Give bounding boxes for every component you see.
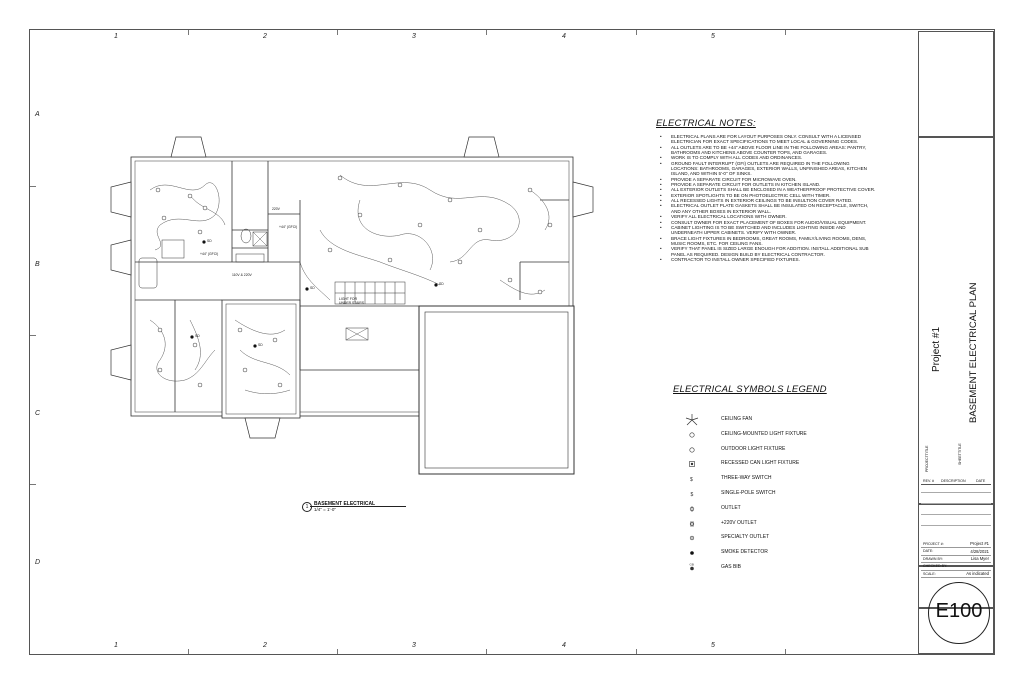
- grid-row-letter: A: [35, 111, 40, 118]
- bathtub: [139, 258, 157, 288]
- view-title: BASEMENT ELECTRICAL: [314, 501, 376, 507]
- smoke-detector-icon: [684, 546, 700, 558]
- plan-label-sd: SD: [207, 239, 212, 243]
- revision-row-line: [921, 492, 991, 493]
- logo-box: [918, 31, 994, 137]
- sheet-number-bubble: [928, 582, 990, 644]
- unexcavated-area: [419, 306, 574, 474]
- rev-number-header: REV. #: [923, 478, 935, 483]
- vanity: [162, 240, 184, 258]
- project-title: Project #1: [931, 326, 942, 372]
- electrical-note: • VERIFY ALL ELECTRICAL LOCATIONS WITH OWNER.: [660, 214, 878, 219]
- ceiling-fan-icon: [684, 413, 700, 425]
- electrical-notes-list: [660, 134, 878, 262]
- rev-date-header: DATE: [976, 478, 986, 483]
- project-info-key: PROJECT #:: [923, 541, 944, 546]
- outlet-icon: [684, 502, 700, 514]
- grid-column-number: 3: [412, 33, 416, 40]
- electrical-note: • CONTRACTOR TO INSTALL OWNER SPECIFIED FIXTURES.: [660, 257, 878, 262]
- legend-item-label: GAS BIB: [721, 564, 742, 570]
- legend-item: [684, 487, 884, 499]
- electrical-note: • ALL RECESSED LIGHTS IN EXTERIOR CEILINGS TO BE INSULTION COVER RATED.: [660, 198, 878, 203]
- grid-column-number: 4: [562, 33, 566, 40]
- project-title-label: PROJECTTITLE: [925, 445, 929, 472]
- legend-item-label: THREE-WAY SWITCH: [721, 475, 772, 482]
- symbols-legend-title: ELECTRICAL SYMBOLS LEGEND: [673, 384, 827, 395]
- revision-row-line: [921, 503, 991, 504]
- legend-item: [684, 443, 884, 455]
- legend-item: [684, 413, 884, 425]
- rev-description-header: DESCRIPTION: [941, 478, 966, 483]
- grid-column-number: 5: [711, 33, 715, 40]
- grid-row-letter: B: [35, 261, 40, 268]
- legend-item-label: RECESSED CAN LIGHT FIXTURE: [721, 460, 800, 467]
- outlet-220v-icon: [684, 517, 700, 529]
- plan-label-gfci: +44" (GFCI): [279, 225, 298, 229]
- grid-column-number: 1: [114, 642, 118, 649]
- svg-text:$: $: [690, 492, 694, 498]
- grid-column-number: 2: [263, 33, 267, 40]
- legend-item: [684, 428, 884, 440]
- title-box: [918, 137, 994, 504]
- recessed-light-icon: [684, 457, 700, 469]
- legend-item: [684, 546, 884, 558]
- electrical-note: • WORK IS TO COMPLY WITH ALL CODES AND ORDINANCES.: [660, 155, 878, 160]
- sheet-number: E100: [935, 600, 983, 622]
- svg-text:GB: GB: [689, 562, 694, 567]
- electrical-notes-title: ELECTRICAL NOTES:: [656, 118, 756, 129]
- plan-label-220v: 220V: [272, 207, 280, 211]
- electrical-note: • PROVIDE A SEPARATE CIRCUIT FOR OUTLETS IN KITCHEN ISLAND.: [660, 182, 878, 187]
- legend-item: [684, 517, 884, 529]
- gas-bib-icon: [684, 561, 700, 573]
- view-number-bubble: 1: [302, 502, 312, 512]
- legend-item-label: OUTLET: [721, 504, 741, 511]
- bedroom-bumpout: [222, 300, 300, 418]
- legend-item: [684, 531, 884, 543]
- legend-item-label: +220V OUTLET: [721, 519, 757, 526]
- plan-label-sd: SD: [310, 286, 315, 290]
- electrical-note: • ELECTRICAL PLANS ARE FOR LAYOUT PURPOSES ONLY. CONSULT WITH A LICENSED ELECTRICIAN FOR EXACT SPECIFICATIONS TO MEET LOCAL & GOVERNING CODES.: [660, 134, 878, 145]
- legend-item-label: CEILING FAN: [721, 416, 753, 422]
- electrical-note: • BRACE LIGHT FIXTURES IN BEDROOMS, GREAT ROOMS, FAMILY/LIVING ROOMS, DENS, MUSIC ROOMS, ETC. FOR CEILING FANS.: [660, 236, 878, 247]
- project-info-key: DRAWN BY:: [923, 556, 944, 561]
- legend-item: [684, 561, 884, 573]
- project-info-key: DATE:: [923, 549, 934, 554]
- electrical-panel: [236, 254, 264, 262]
- specialty-outlet-icon: [684, 531, 700, 543]
- legend-item: [684, 472, 884, 484]
- outdoor-light-icon: [684, 443, 700, 455]
- project-info-value: Lisa Myer: [970, 556, 989, 562]
- legend-item-label: OUTDOOR LIGHT FIXTURE: [721, 445, 786, 452]
- plan-label-light-under-stairs: LIGHT FOR UNDER STAIRS: [339, 297, 364, 305]
- revision-row-line: [921, 525, 991, 526]
- sheet-title-label: SHEETTITLE: [958, 443, 962, 465]
- legend-item-label: SMOKE DETECTOR: [721, 549, 768, 556]
- single-pole-switch-icon: [684, 487, 700, 499]
- electrical-note: • PROVIDE A SEPARATE CIRCUIT FOR MICROWAVE OVEN.: [660, 177, 878, 182]
- plan-label-sd: SD: [258, 343, 263, 347]
- toilet: [241, 229, 251, 243]
- electrical-note: • CONSULT OWNER FOR EXACT PLACEMENT OF BOXES FOR AUDIO/VISUAL EQUIPMENT.: [660, 220, 878, 225]
- electrical-note: • ALL EXTERIOR OUTLETS SHALL BE ENCLOSED IN A WEATHERPROOF PROTECTIVE COVER.: [660, 187, 878, 192]
- grid-row-letter: D: [35, 559, 41, 566]
- electrical-note: • ALL OUTLETS ARE TO BE +44" ABOVE FLOOR LINE IN THE FOLLOWING AREAS: PANTRY, BATHROOMS AND KITCHENS ABOVE COUNTER TOPS, AND GARAGES.: [660, 145, 878, 156]
- legend-item: [684, 457, 884, 469]
- grid-column-number: 2: [263, 642, 267, 649]
- legend-item: [684, 502, 884, 514]
- plan-label-sd: SD: [439, 282, 444, 286]
- electrical-note: • VERIFY THAT PANEL IS SIZED LARGE ENOUGH FOR ADDITION. INSTALL ADDITIONAL SUB PANEL AS REQUIRED. DESIGN BUILD BY ELECTRICAL CONTRACTOR.: [660, 246, 878, 257]
- three-way-switch-icon: [684, 472, 700, 484]
- view-scale: 1/4" = 1'-0": [314, 507, 336, 512]
- project-info-key: SCALE:: [923, 571, 936, 576]
- grid-column-number: 4: [562, 642, 566, 649]
- electrical-note: • CABINET LIGHTING IS TO BE SWITCHED AND INCLUDES LIGHTING INSIDE AND UNDERNEATH UPPER CABINETS. VERIFY WITH OWNER.: [660, 225, 878, 236]
- electrical-note: • GROUND FAULT INTERRUPT (GFI) OUTLETS ARE REQUIRED IN THE FOLLOWING LOCATIONS: BATHROOMS, GARAGES, EXTERIOR WALLS, UNFINISHED AREAS, KITCHEN ISLAND, AND WITHIN 5'-0" OF SINKS.: [660, 161, 878, 177]
- electrical-note: • ELECTRICAL OUTLET PLATE GASKETS SHALL BE INSULATED ON RECEPTACLE, SWITCH, AND ANY OTHER BOXES IN EXTERIOR WALL.: [660, 203, 878, 214]
- grid-column-number: 3: [412, 642, 416, 649]
- project-info-row: [921, 570, 991, 578]
- grid-row-letter: C: [35, 410, 41, 417]
- plan-label-110v-220v: 110V & 220V: [232, 273, 252, 277]
- legend-item-label: SINGLE-POLE SWITCH: [721, 490, 776, 496]
- project-info-key: CHECKED BY:: [923, 564, 948, 569]
- plan-label-gfci: +44" (GFCI): [200, 252, 219, 256]
- legend-item-label: CEILING-MOUNTED LIGHT FIXTURE: [721, 430, 807, 437]
- grid-column-number: 1: [114, 33, 118, 40]
- project-info-value: As indicated: [966, 571, 989, 577]
- sheet-title: BASEMENT ELECTRICAL PLAN: [968, 282, 979, 423]
- project-info-value: 4/28/2021: [970, 548, 989, 554]
- revision-header-row: [921, 477, 991, 485]
- electrical-note: • EXTERIOR SPOTLIGHTS TO BE ON PHOTOELECTRIC CELL WITH TIMER.: [660, 193, 878, 198]
- legend-item-label: SPECIALTY OUTLET: [721, 534, 770, 541]
- revision-row-line: [921, 514, 991, 515]
- project-info-value: Project #1: [970, 541, 989, 546]
- ceiling-light-icon: [684, 428, 700, 440]
- plan-label-sd: SD: [195, 334, 200, 338]
- svg-text:$: $: [690, 477, 693, 484]
- grid-column-number: 5: [711, 642, 715, 649]
